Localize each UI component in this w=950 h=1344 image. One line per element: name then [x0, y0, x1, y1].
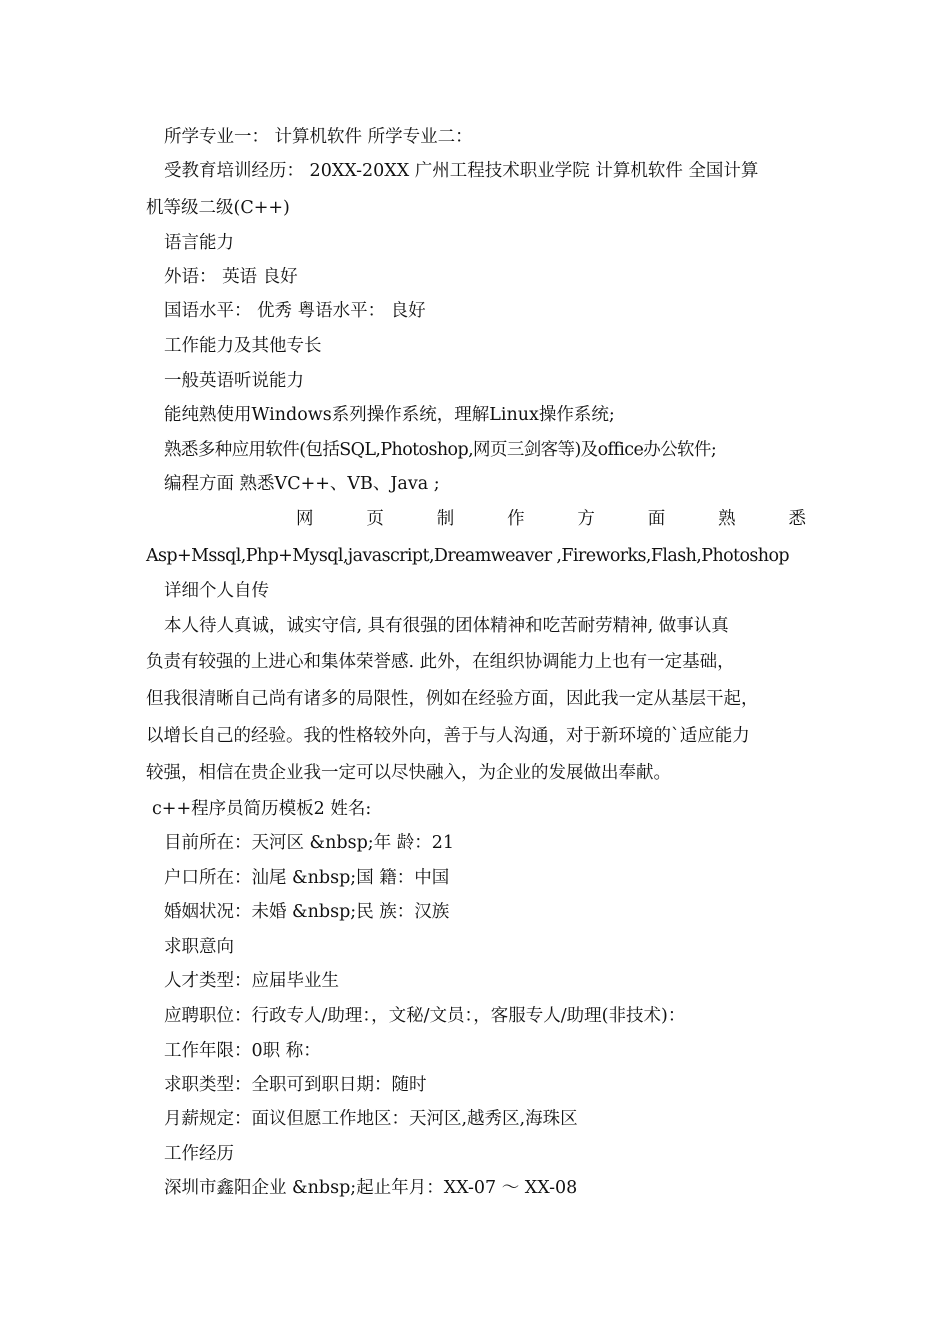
text-line: 人才类型：应届毕业生 — [164, 971, 339, 991]
text-line: 一般英语听说能力 — [164, 371, 304, 391]
text-line: 户口所在：汕尾 &nbsp;国 籍：中国 — [164, 868, 450, 888]
section-heading: 语言能力 — [164, 233, 234, 253]
section-heading: 工作能力及其他专长 — [164, 336, 322, 356]
text-line: 国语水平： 优秀 粤语水平： 良好 — [164, 301, 426, 321]
text-line: 所学专业一： 计算机软件 所学专业二： — [164, 127, 473, 147]
text-line: 目前所在：天河区 &nbsp;年 龄：21 — [164, 833, 455, 853]
text-line: 能纯熟使用Windows系列操作系统，理解Linux操作系统; — [164, 405, 615, 425]
text-line: 求职类型：全职可到职日期：随时 — [164, 1075, 427, 1095]
text-line: 以增长自己的经验。我的性格较外向，善于与人沟通，对于新环境的`适应能力 — [146, 726, 750, 746]
text-line: 受教育培训经历： 20XX-20XX 广州工程技术职业学院 计算机软件 全国计算 — [164, 161, 759, 181]
text-line: 网 页 制 作 方 面 熟 悉 — [296, 509, 806, 529]
text-line: 月薪规定：面议但愿工作地区：天河区,越秀区,海珠区 — [164, 1109, 578, 1129]
text-line: 工作年限：0职 称： — [164, 1041, 321, 1061]
text-line: 但我很清晰自己尚有诸多的局限性，例如在经验方面，因此我一定从基层干起， — [146, 689, 759, 709]
section-heading: 求职意向 — [164, 937, 234, 957]
text-line: 本人待人真诚，诚实守信, 具有很强的团体精神和吃苦耐劳精神, 做事认真 — [164, 616, 729, 636]
text-line: 机等级二级(C++) — [146, 198, 290, 218]
text-line: 应聘职位：行政专人/助理：，文秘/文员：，客服专人/助理(非技术)： — [164, 1006, 686, 1026]
text-line: 婚姻状况：未婚 &nbsp;民 族：汉族 — [164, 902, 450, 922]
text-line: 负责有较强的上进心和集体荣誉感. 此外，在组织协调能力上也有一定基础， — [146, 652, 735, 672]
text-line: 较强，相信在贵企业我一定可以尽快融入，为企业的发展做出奉献。 — [146, 763, 671, 783]
section-heading: 工作经历 — [164, 1144, 234, 1164]
text-line: 编程方面 熟悉VC++、VB、Java ; — [164, 474, 440, 494]
section-heading: 详细个人自传 — [164, 581, 269, 601]
text-line: 深圳市鑫阳企业 &nbsp;起止年月：XX-07 ～ XX-08 — [164, 1178, 578, 1198]
text-line: 熟悉多种应用软件(包括SQL,Photoshop,网页三剑客等)及office办公软件; — [164, 440, 717, 460]
text-line: Asp+Mssql,Php+Mysql,javascript,Dreamweaver ,Fireworks,Flash,Photoshop — [146, 546, 790, 566]
text-line: 外语： 英语 良好 — [164, 267, 298, 287]
section-heading: c++程序员简历模板2 姓名: — [152, 799, 372, 819]
